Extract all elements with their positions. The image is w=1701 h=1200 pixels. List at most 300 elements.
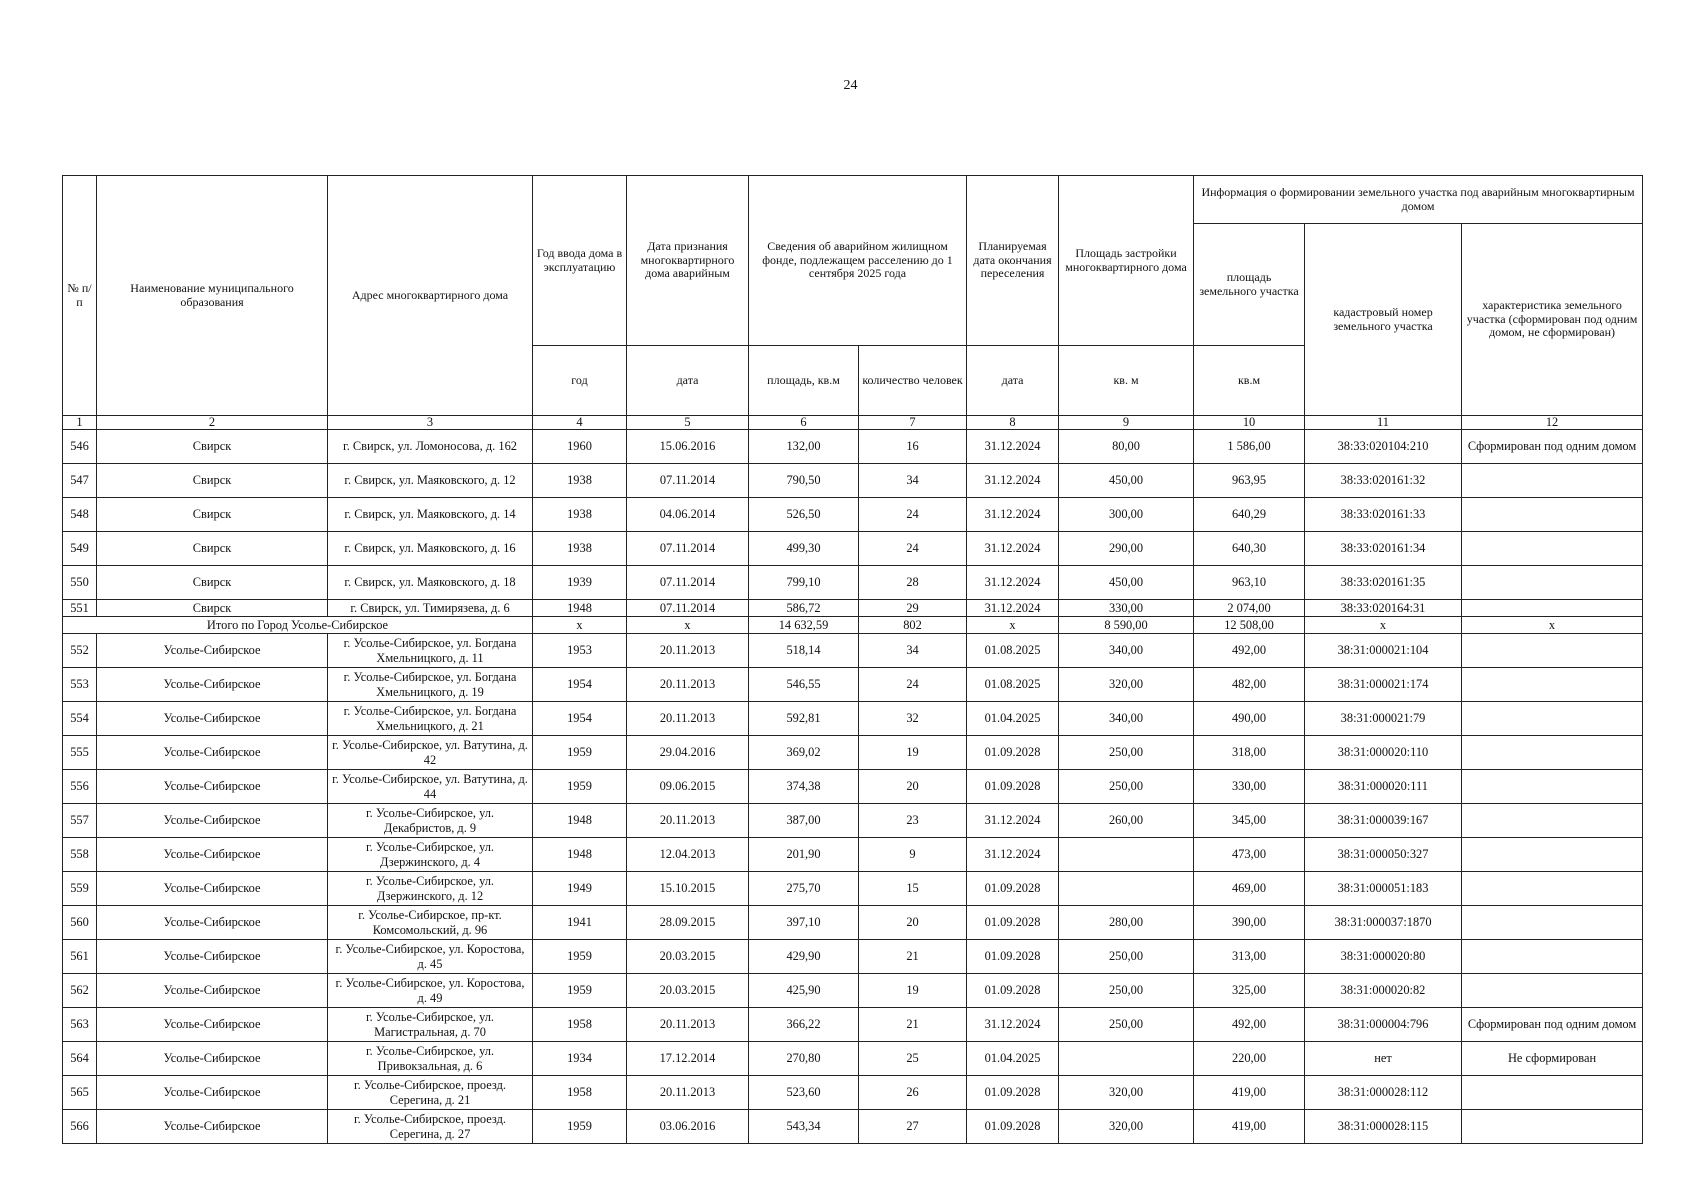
cell-cadastral: 38:31:000028:115 [1305,1110,1462,1144]
table-row [63,770,1643,804]
total-year: x [533,617,627,634]
cell-land-area: 482,00 [1194,668,1305,702]
row-551-and-total [63,600,1643,634]
cell-cadastral: 38:31:000037:1870 [1305,906,1462,940]
cell-cadastral: 38:31:000020:111 [1305,770,1462,804]
cell-cadastral: нет [1305,1042,1462,1076]
column-number: 3 [328,416,533,430]
cell-date: 07.11.2014 [627,566,749,600]
cell-date: 07.11.2014 [627,600,749,617]
cell-date: 28.09.2015 [627,906,749,940]
cell-building-area: 250,00 [1059,974,1194,1008]
cell-cadastral: 38:31:000020:80 [1305,940,1462,974]
cell-cadastral: 38:33:020104:210 [1305,430,1462,464]
cell-municipality: Усолье-Сибирское [97,1076,328,1110]
cell-building-area: 280,00 [1059,906,1194,940]
cell-municipality: Усолье-Сибирское [97,1110,328,1144]
cell-address: г. Свирск, ул. Маяковского, д. 14 [328,498,533,532]
cell-year: 1959 [533,1110,627,1144]
cell-number: 549 [63,532,97,566]
cell-plan-date: 01.08.2025 [967,668,1059,702]
column-number: 5 [627,416,749,430]
cell-plan-date: 01.04.2025 [967,1042,1059,1076]
cell-area: 132,00 [749,430,859,464]
table-row [63,498,1643,532]
cell-municipality: Усолье-Сибирское [97,906,328,940]
cell-cadastral: 38:33:020161:33 [1305,498,1462,532]
cell-address: г. Усолье-Сибирское, ул. Ватутина, д. 42 [328,736,533,770]
cell-area: 387,00 [749,804,859,838]
table-row [63,838,1643,872]
total-land-area: 12 508,00 [1194,617,1305,634]
cell-municipality: Усолье-Сибирское [97,702,328,736]
cell-municipality: Свирск [97,498,328,532]
cell-building-area: 320,00 [1059,668,1194,702]
cell-cadastral: 38:31:000020:110 [1305,736,1462,770]
cell-characteristic [1462,532,1643,566]
cell-people: 27 [859,1110,967,1144]
cell-date: 15.10.2015 [627,872,749,906]
total-label: Итого по Город Усолье-Сибирское [63,617,533,634]
header-address: Адрес многоквартирного дома [328,176,533,416]
cell-year: 1948 [533,804,627,838]
cell-plan-date: 31.12.2024 [967,838,1059,872]
cell-building-area: 320,00 [1059,1076,1194,1110]
cell-building-area: 250,00 [1059,1008,1194,1042]
cell-year: 1941 [533,906,627,940]
cell-year: 1954 [533,702,627,736]
cell-number: 550 [63,566,97,600]
table-row [63,634,1643,668]
cell-land-area: 318,00 [1194,736,1305,770]
cell-municipality: Усолье-Сибирское [97,838,328,872]
cell-characteristic: Не сформирован [1462,1042,1643,1076]
cell-area: 543,34 [749,1110,859,1144]
cell-people: 24 [859,532,967,566]
cell-municipality: Усолье-Сибирское [97,634,328,668]
cell-number: 552 [63,634,97,668]
cell-characteristic [1462,498,1643,532]
total-building-area: 8 590,00 [1059,617,1194,634]
cell-land-area: 313,00 [1194,940,1305,974]
cell-people: 20 [859,770,967,804]
table-row [63,668,1643,702]
cell-year: 1953 [533,634,627,668]
cell-plan-date: 01.04.2025 [967,702,1059,736]
cell-number: 561 [63,940,97,974]
table-row [63,430,1643,464]
cell-land-area: 2 074,00 [1194,600,1305,617]
cell-municipality: Свирск [97,532,328,566]
cell-date: 12.04.2013 [627,838,749,872]
cell-address: г. Свирск, ул. Маяковского, д. 18 [328,566,533,600]
subheader-sqm: кв. м [1059,346,1194,416]
header-land-plot-group: Информация о формировании земельного участка под аварийным многоквартирным домом [1194,176,1643,224]
total-area: 14 632,59 [749,617,859,634]
cell-cadastral: 38:31:000021:104 [1305,634,1462,668]
cell-area: 546,55 [749,668,859,702]
cell-municipality: Усолье-Сибирское [97,974,328,1008]
cell-people: 19 [859,736,967,770]
cell-address: г. Свирск, ул. Ломоносова, д. 162 [328,430,533,464]
cell-characteristic [1462,668,1643,702]
cell-characteristic: Сформирован под одним домом [1462,1008,1643,1042]
table-row [63,906,1643,940]
cell-municipality: Свирск [97,600,328,617]
cell-area: 275,70 [749,872,859,906]
cell-building-area: 450,00 [1059,566,1194,600]
table-row [63,736,1643,770]
cell-year: 1938 [533,532,627,566]
cell-building-area: 330,00 [1059,600,1194,617]
cell-plan-date: 01.09.2028 [967,906,1059,940]
subheader-plan-date: дата [967,346,1059,416]
column-number: 11 [1305,416,1462,430]
cell-year: 1959 [533,940,627,974]
column-numbers-row [63,416,1643,430]
cell-year: 1960 [533,430,627,464]
total-row [63,617,1643,634]
cell-land-area: 640,29 [1194,498,1305,532]
cell-people: 15 [859,872,967,906]
cell-plan-date: 31.12.2024 [967,566,1059,600]
cell-characteristic [1462,804,1643,838]
rows-svirsk [63,430,1643,600]
cell-people: 21 [859,940,967,974]
table-row [63,1076,1643,1110]
cell-land-area: 419,00 [1194,1110,1305,1144]
cell-area: 523,60 [749,1076,859,1110]
cell-date: 04.06.2014 [627,498,749,532]
subheader-area: площадь, кв.м [749,346,859,416]
cell-address: г. Усолье-Сибирское, ул. Декабристов, д. 9 [328,804,533,838]
cell-address: г. Усолье-Сибирское, ул. Привокзальная, д. 6 [328,1042,533,1076]
cell-number: 564 [63,1042,97,1076]
cell-address: г. Усолье-Сибирское, ул. Коростова, д. 45 [328,940,533,974]
cell-address: г. Усолье-Сибирское, проезд. Серегина, д. 21 [328,1076,533,1110]
cell-building-area: 80,00 [1059,430,1194,464]
table-row [63,600,1643,617]
cell-number: 563 [63,1008,97,1042]
cell-cadastral: 38:31:000004:796 [1305,1008,1462,1042]
cell-cadastral: 38:31:000039:167 [1305,804,1462,838]
column-number: 8 [967,416,1059,430]
cell-building-area [1059,838,1194,872]
cell-cadastral: 38:31:000028:112 [1305,1076,1462,1110]
cell-number: 551 [63,600,97,617]
cell-characteristic [1462,872,1643,906]
cell-plan-date: 31.12.2024 [967,600,1059,617]
cell-number: 558 [63,838,97,872]
cell-people: 24 [859,668,967,702]
cell-date: 15.06.2016 [627,430,749,464]
cell-characteristic [1462,736,1643,770]
cell-building-area: 340,00 [1059,702,1194,736]
cell-plan-date: 31.12.2024 [967,498,1059,532]
cell-area: 369,02 [749,736,859,770]
cell-people: 23 [859,804,967,838]
cell-people: 34 [859,634,967,668]
cell-plan-date: 01.09.2028 [967,770,1059,804]
cell-date: 20.03.2015 [627,974,749,1008]
cell-area: 790,50 [749,464,859,498]
header-emergency-fund: Сведения об аварийном жилищном фонде, подлежащем расселению до 1 сентября 2025 года [749,176,967,346]
cell-building-area: 340,00 [1059,634,1194,668]
cell-date: 20.11.2013 [627,1076,749,1110]
page-number: 24 [843,78,858,93]
table-row [63,940,1643,974]
cell-number: 559 [63,872,97,906]
cell-building-area [1059,872,1194,906]
cell-number: 546 [63,430,97,464]
cell-land-area: 325,00 [1194,974,1305,1008]
cell-municipality: Усолье-Сибирское [97,736,328,770]
cell-municipality: Усолье-Сибирское [97,770,328,804]
cell-plan-date: 01.09.2028 [967,1110,1059,1144]
cell-land-area: 345,00 [1194,804,1305,838]
cell-people: 20 [859,906,967,940]
cell-year: 1948 [533,600,627,617]
cell-characteristic [1462,1076,1643,1110]
cell-municipality: Усолье-Сибирское [97,940,328,974]
cell-people: 34 [859,464,967,498]
cell-address: г. Усолье-Сибирское, ул. Богдана Хмельницкого, д. 19 [328,668,533,702]
cell-address: г. Усолье-Сибирское, пр-кт. Комсомольский, д. 96 [328,906,533,940]
cell-municipality: Усолье-Сибирское [97,1008,328,1042]
cell-plan-date: 01.08.2025 [967,634,1059,668]
total-date: x [627,617,749,634]
cell-plan-date: 01.09.2028 [967,940,1059,974]
cell-address: г. Свирск, ул. Маяковского, д. 12 [328,464,533,498]
cell-area: 425,90 [749,974,859,1008]
column-number: 2 [97,416,328,430]
header-cadastral-number: кадастровый номер земельного участка [1305,224,1462,416]
cell-people: 25 [859,1042,967,1076]
cell-building-area: 450,00 [1059,464,1194,498]
cell-characteristic: Сформирован под одним домом [1462,430,1643,464]
cell-building-area: 250,00 [1059,736,1194,770]
cell-municipality: Усолье-Сибирское [97,1042,328,1076]
cell-area: 397,10 [749,906,859,940]
rows-usolye [63,634,1643,1144]
cell-address: г. Усолье-Сибирское, ул. Богдана Хмельницкого, д. 21 [328,702,533,736]
cell-address: г. Усолье-Сибирское, ул. Коростова, д. 49 [328,974,533,1008]
cell-date: 07.11.2014 [627,532,749,566]
cell-characteristic [1462,940,1643,974]
cell-people: 24 [859,498,967,532]
cell-number: 555 [63,736,97,770]
cell-number: 554 [63,702,97,736]
header-emergency-date: Дата признания многоквартирного дома аварийным [627,176,749,346]
total-plan: x [967,617,1059,634]
cell-plan-date: 31.12.2024 [967,430,1059,464]
cell-building-area [1059,1042,1194,1076]
cell-year: 1958 [533,1076,627,1110]
cell-land-area: 419,00 [1194,1076,1305,1110]
cell-people: 16 [859,430,967,464]
cell-date: 20.11.2013 [627,634,749,668]
table-row [63,702,1643,736]
column-number: 4 [533,416,627,430]
cell-land-area: 640,30 [1194,532,1305,566]
cell-year: 1939 [533,566,627,600]
cell-date: 29.04.2016 [627,736,749,770]
cell-date: 20.11.2013 [627,804,749,838]
cell-municipality: Свирск [97,430,328,464]
cell-municipality: Свирск [97,464,328,498]
cell-area: 586,72 [749,600,859,617]
table-row [63,532,1643,566]
emergency-housing-table [62,175,1643,1144]
cell-year: 1959 [533,974,627,1008]
cell-area: 429,90 [749,940,859,974]
cell-characteristic [1462,566,1643,600]
cell-characteristic [1462,702,1643,736]
cell-plan-date: 31.12.2024 [967,464,1059,498]
cell-cadastral: 38:31:000021:79 [1305,702,1462,736]
cell-municipality: Усолье-Сибирское [97,804,328,838]
cell-characteristic [1462,838,1643,872]
cell-area: 270,80 [749,1042,859,1076]
cell-address: г. Усолье-Сибирское, ул. Дзержинского, д. 4 [328,838,533,872]
cell-date: 09.06.2015 [627,770,749,804]
cell-plan-date: 31.12.2024 [967,532,1059,566]
cell-characteristic [1462,770,1643,804]
cell-characteristic [1462,906,1643,940]
cell-people: 9 [859,838,967,872]
column-number: 9 [1059,416,1194,430]
cell-address: г. Усолье-Сибирское, проезд. Серегина, д. 27 [328,1110,533,1144]
cell-municipality: Свирск [97,566,328,600]
cell-date: 17.12.2014 [627,1042,749,1076]
cell-characteristic [1462,600,1643,617]
cell-building-area: 250,00 [1059,940,1194,974]
cell-cadastral: 38:33:020161:35 [1305,566,1462,600]
subheader-date: дата [627,346,749,416]
cell-number: 553 [63,668,97,702]
cell-building-area: 300,00 [1059,498,1194,532]
cell-land-area: 963,95 [1194,464,1305,498]
header-year-built: Год ввода дома в эксплуатацию [533,176,627,346]
cell-plan-date: 01.09.2028 [967,736,1059,770]
cell-address: г. Свирск, ул. Тимирязева, д. 6 [328,600,533,617]
table-row [63,974,1643,1008]
cell-number: 565 [63,1076,97,1110]
cell-municipality: Усолье-Сибирское [97,668,328,702]
cell-area: 499,30 [749,532,859,566]
cell-year: 1959 [533,736,627,770]
table-row [63,1042,1643,1076]
total-people: 802 [859,617,967,634]
cell-cadastral: 38:33:020161:34 [1305,532,1462,566]
cell-characteristic [1462,464,1643,498]
column-number: 7 [859,416,967,430]
cell-land-area: 963,10 [1194,566,1305,600]
cell-land-area: 220,00 [1194,1042,1305,1076]
cell-land-area: 492,00 [1194,634,1305,668]
cell-area: 201,90 [749,838,859,872]
cell-cadastral: 38:31:000020:82 [1305,974,1462,1008]
cell-plan-date: 01.09.2028 [967,974,1059,1008]
cell-plan-date: 31.12.2024 [967,1008,1059,1042]
cell-area: 518,14 [749,634,859,668]
cell-date: 20.03.2015 [627,940,749,974]
cell-area: 592,81 [749,702,859,736]
cell-number: 557 [63,804,97,838]
cell-date: 20.11.2013 [627,1008,749,1042]
cell-number: 547 [63,464,97,498]
cell-area: 366,22 [749,1008,859,1042]
cell-people: 26 [859,1076,967,1110]
cell-year: 1934 [533,1042,627,1076]
cell-address: г. Усолье-Сибирское, ул. Магистральная, д. 70 [328,1008,533,1042]
table-row [63,566,1643,600]
cell-plan-date: 01.09.2028 [967,1076,1059,1110]
cell-number: 560 [63,906,97,940]
cell-year: 1959 [533,770,627,804]
subheader-land-sqm: кв.м [1194,346,1305,416]
subheader-year: год [533,346,627,416]
cell-area: 526,50 [749,498,859,532]
cell-land-area: 492,00 [1194,1008,1305,1042]
cell-municipality: Усолье-Сибирское [97,872,328,906]
cell-people: 19 [859,974,967,1008]
cell-characteristic [1462,974,1643,1008]
cell-plan-date: 01.09.2028 [967,872,1059,906]
cell-characteristic [1462,1110,1643,1144]
cell-address: г. Усолье-Сибирское, ул. Ватутина, д. 44 [328,770,533,804]
cell-characteristic [1462,634,1643,668]
cell-address: г. Усолье-Сибирское, ул. Богдана Хмельницкого, д. 11 [328,634,533,668]
cell-cadastral: 38:33:020161:32 [1305,464,1462,498]
cell-cadastral: 38:33:020164:31 [1305,600,1462,617]
cell-year: 1938 [533,464,627,498]
cell-number: 562 [63,974,97,1008]
column-number: 1 [63,416,97,430]
cell-date: 03.06.2016 [627,1110,749,1144]
cell-number: 548 [63,498,97,532]
cell-date: 07.11.2014 [627,464,749,498]
cell-people: 28 [859,566,967,600]
cell-land-area: 490,00 [1194,702,1305,736]
cell-year: 1958 [533,1008,627,1042]
cell-people: 29 [859,600,967,617]
cell-building-area: 260,00 [1059,804,1194,838]
cell-address: г. Свирск, ул. Маяковского, д. 16 [328,532,533,566]
table-row [63,1110,1643,1144]
cell-date: 20.11.2013 [627,702,749,736]
cell-number: 556 [63,770,97,804]
cell-date: 20.11.2013 [627,668,749,702]
cell-address: г. Усолье-Сибирское, ул. Дзержинского, д. 12 [328,872,533,906]
header-land-area: площадь земельного участка [1194,224,1305,346]
cell-people: 32 [859,702,967,736]
cell-land-area: 390,00 [1194,906,1305,940]
table-row [63,464,1643,498]
header-building-area: Площадь застройки многоквартирного дома [1059,176,1194,346]
column-number: 12 [1462,416,1643,430]
header-municipality: Наименование муниципального образования [97,176,328,416]
cell-year: 1954 [533,668,627,702]
cell-area: 799,10 [749,566,859,600]
cell-plan-date: 31.12.2024 [967,804,1059,838]
table-row [63,1008,1643,1042]
header-planned-date: Планируемая дата окончания переселения [967,176,1059,346]
cell-building-area: 250,00 [1059,770,1194,804]
total-characteristic: x [1462,617,1643,634]
cell-year: 1949 [533,872,627,906]
cell-land-area: 330,00 [1194,770,1305,804]
